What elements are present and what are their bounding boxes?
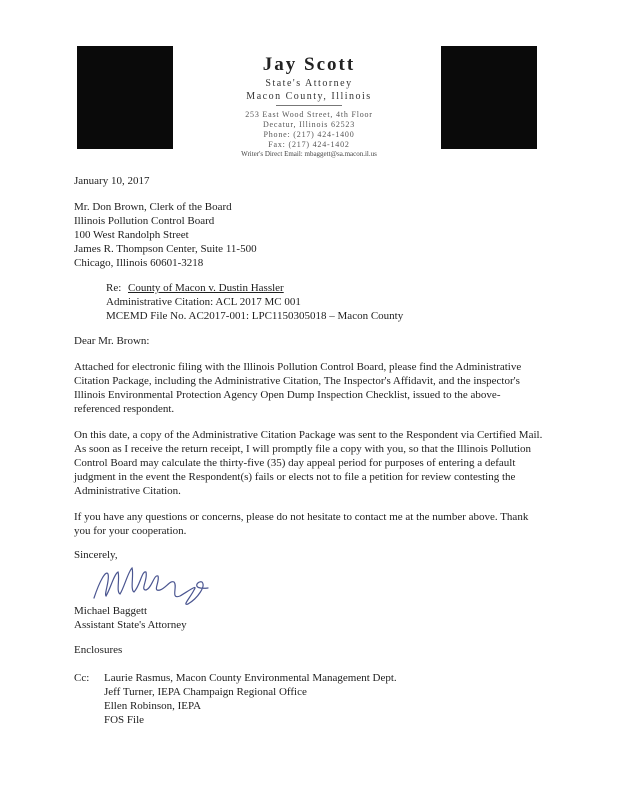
recipient-line: Illinois Pollution Control Board xyxy=(74,215,215,227)
signer-name: Michael Baggett xyxy=(74,605,148,617)
letterhead-email: Writer's Direct Email: mbaggett@sa.macon.il.us xyxy=(241,150,377,158)
letterhead-city: Decatur, Illinois 62523 xyxy=(262,120,356,129)
recipient-line: Mr. Don Brown, Clerk of the Board xyxy=(74,201,232,213)
re-file-number: MCEMD File No. AC2017-001: LPC1150305018 – Macon County xyxy=(106,310,404,322)
left-seal-image xyxy=(77,46,173,149)
re-case-title: County of Macon v. Dustin Hassler xyxy=(128,282,284,294)
closing: Sincerely, xyxy=(74,549,118,561)
body-paragraph: If you have any questions or concerns, please do not hesitate to contact me at the number above. Thank you for your cooperation. xyxy=(74,511,529,537)
cc-entry: Laurie Rasmus, Macon County Environmental Management Dept. xyxy=(104,672,397,684)
letterhead-phone: Phone: (217) 424-1400 xyxy=(263,130,355,139)
recipient-line: Chicago, Illinois 60601-3218 xyxy=(74,257,204,269)
cc-entry: Jeff Turner, IEPA Champaign Regional Office xyxy=(104,686,307,698)
letter-date: January 10, 2017 xyxy=(74,175,150,187)
cc-label: Cc: xyxy=(74,672,90,684)
body-paragraph: On this date, a copy of the Administrative Citation Package was sent to the Respondent via Certified Mail. As soon as I receive the return receipt, I will promptly file a copy with you, so that the Illinois Pollution Control Board may calculate the thirty-five (35) day appeal period for purposes of entering a default judgment in the event the Respondent(s) fails or elects not to file a petition for review contesting the Administrative Citation. xyxy=(74,429,543,497)
re-prefix: Re: xyxy=(106,282,122,294)
letterhead-fax: Fax: (217) 424-1402 xyxy=(268,140,350,149)
body-paragraph: Attached for electronic filing with the Illinois Pollution Control Board, please find the Administrative Citation Package, including the Administrative Citation, The Inspector's Affidavit, and the inspector's Illinois Environmental Protection Agency Open Dump Inspection Checklist, issued to the above-referenced respondent. xyxy=(74,361,522,415)
cc-entry: Ellen Robinson, IEPA xyxy=(104,700,202,712)
letterhead-name: Jay Scott xyxy=(262,54,356,75)
right-seal-image xyxy=(441,46,537,149)
signer-title: Assistant State's Attorney xyxy=(74,619,187,631)
cc-entry: FOS File xyxy=(104,714,145,726)
letterhead-divider xyxy=(276,105,342,106)
handwritten-signature xyxy=(90,560,230,610)
letterhead-address: 253 East Wood Street, 4th Floor xyxy=(245,110,373,119)
recipient-line: James R. Thompson Center, Suite 11-500 xyxy=(74,243,257,255)
enclosures-label: Enclosures xyxy=(74,644,123,656)
letterhead-county: Macon County, Illinois xyxy=(246,91,372,102)
letterhead-title: State's Attorney xyxy=(265,78,353,89)
recipient-line: 100 West Randolph Street xyxy=(74,229,189,241)
salutation: Dear Mr. Brown: xyxy=(74,335,150,347)
re-citation: Administrative Citation: ACL 2017 MC 001 xyxy=(106,296,301,308)
